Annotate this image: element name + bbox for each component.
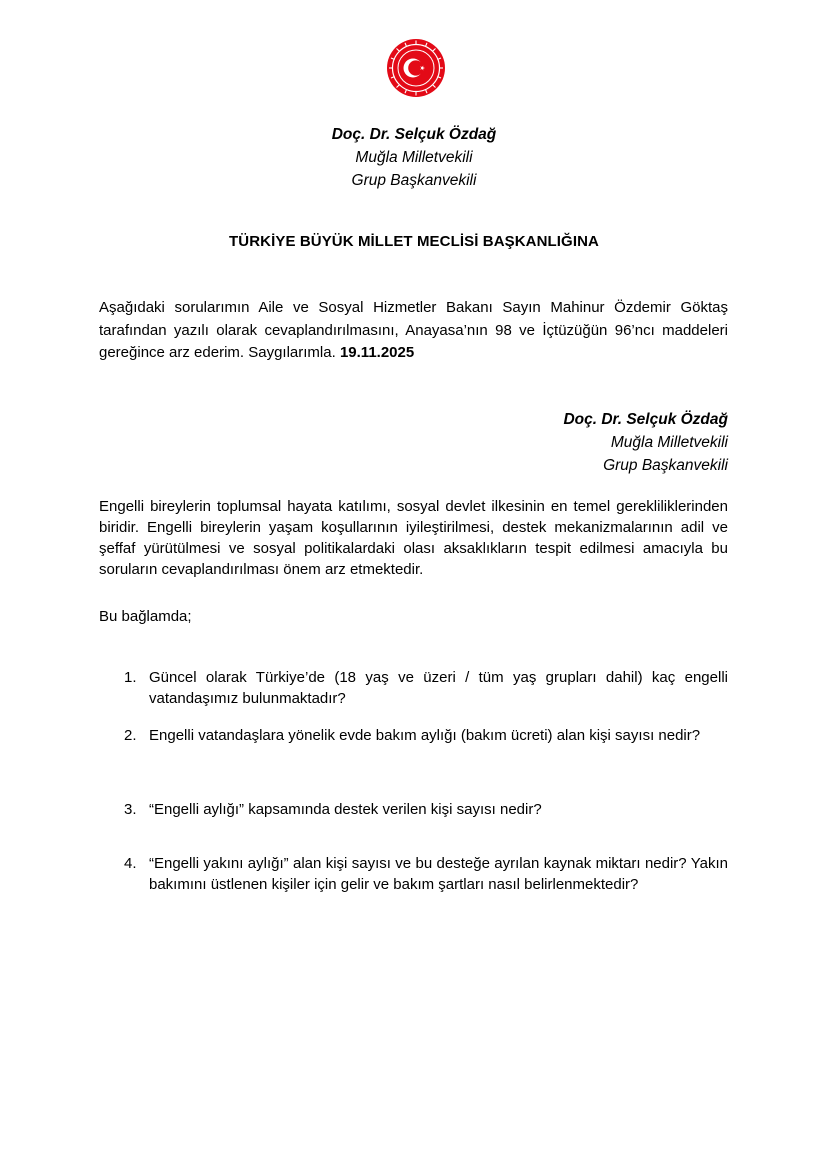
header-role: Grup Başkanvekili bbox=[351, 172, 477, 189]
question-number: 3. bbox=[124, 801, 137, 818]
question-text: Güncel olarak Türkiye’de (18 yaş ve üzeri / tüm yaş grupları dahil) kaç engelli vatandaşımız bulunmaktadır? bbox=[149, 669, 728, 707]
question-number: 2. bbox=[124, 727, 137, 744]
question-item bbox=[99, 667, 728, 709]
question-text: “Engelli yakını aylığı” alan kişi sayısı ve bu desteğe ayrılan kaynak miktarı nedir? Yakın bakımını üstlenen kişiler için gelir ve bakım şartları nasıl belirlenmektedir? bbox=[149, 855, 728, 893]
closing-signature bbox=[563, 408, 728, 477]
question-number: 4. bbox=[124, 855, 137, 872]
question-item bbox=[99, 853, 728, 895]
question-item bbox=[99, 725, 728, 746]
intro-paragraph bbox=[99, 297, 728, 365]
addressee-heading: TÜRKİYE BÜYÜK MİLLET MECLİSİ BAŞKANLIĞINA bbox=[229, 233, 599, 250]
question-text: Engelli vatandaşlara yönelik evde bakım aylığı (bakım ücreti) alan kişi sayısı nedir? bbox=[149, 727, 701, 744]
question-number: 1. bbox=[124, 669, 137, 686]
signature-district: Muğla Milletvekili bbox=[610, 434, 728, 451]
intro-text: Aşağıdaki sorularımın Aile ve Sosyal Hizmetler Bakanı Sayın Mahinur Özdemir Göktaş tarafından yazılı olarak cevaplandırılmasını, Anayasa’nın 98 ve İçtüzüğün 96’ncı maddeleri gereğince arz ederim. Saygılarımla. bbox=[99, 299, 728, 361]
signature-role: Grup Başkanvekili bbox=[603, 457, 728, 474]
lead-text: Bu bağlamda; bbox=[99, 608, 192, 625]
question-item bbox=[99, 799, 728, 820]
intro-date: 19.11.2025 bbox=[339, 344, 415, 361]
tbmm-seal-icon bbox=[386, 38, 446, 98]
question-text: “Engelli aylığı” kapsamında destek verilen kişi sayısı nedir? bbox=[149, 801, 542, 818]
header-name: Doç. Dr. Selçuk Özdağ bbox=[331, 126, 497, 143]
signature-name: Doç. Dr. Selçuk Özdağ bbox=[563, 411, 728, 428]
header-signature bbox=[0, 123, 828, 192]
header-district: Muğla Milletvekili bbox=[355, 149, 473, 166]
context-paragraph: Engelli bireylerin toplumsal hayata katılımı, sosyal devlet ilkesinin en temel gerekliliklerinden biridir. Engelli bireylerin yaşam koşullarının iyileştirilmesi, destek mekanizmalarının adil ve şeffaf yürütülmesi ve sosyal politikalardaki olası aksaklıkların tespit edilmesi amacıyla bu soruların cevaplandırılması önem arz etmektedir. bbox=[99, 498, 728, 578]
